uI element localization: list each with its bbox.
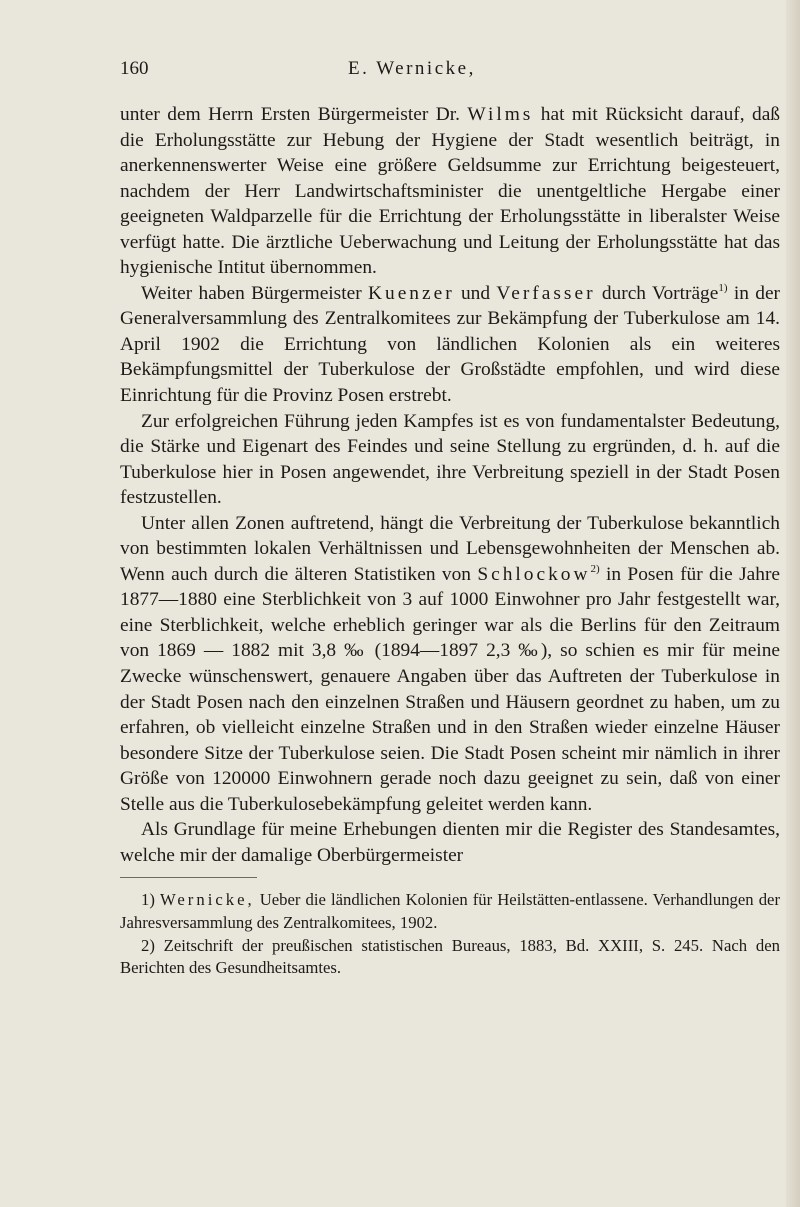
text-run: in der Generalversammlung des Zentralkomitees zur Bekämpfung der Tuberkulose am 14. April 1902 die Errichtung von ländlichen Kolonien als ein weiteres Bekämpfungsmittel der Tuberkulose der Großstädte empfohlen, und wird diese Einrichtung für die Provinz Posen erstrebt. [120, 282, 781, 407]
footnote-text: Zeitschrift der preußischen statistischen Bureaus, 1883, Bd. XXIII, S. 245. Nach den Berichten des Gesundheitsamtes. [120, 935, 780, 978]
page-number: 160 [120, 58, 149, 79]
footnote-1 [120, 889, 780, 934]
footnote-ref-2[interactable]: 2) [590, 562, 600, 575]
body-text [120, 102, 780, 868]
paragraph-5: Als Grundlage für meine Erhebungen dienten mir die Register des Standesamtes, welche mir der damalige Oberbürgermeister [120, 819, 780, 866]
text-run: hat mit Rücksicht darauf, daß die Erholungsstätte zur Hebung der Hygiene der Stadt wesentlich beiträgt, in anerkennenswerter Weise eine größere Geldsumme zur Errichtung beigesteuert, nachdem der Herr Landwirtschaftsminister die unentgeltliche Hergabe einer geeigneten Waldparzelle für die Errichtung der Erholungsstätte in liberalster Weise verfügt hatte. Die ärztliche Ueberwachung und Leitung der Erholungsstätte hat das hygienische Intitut übernommen. [120, 104, 781, 279]
footnote-author: Wernicke, [159, 890, 255, 910]
footnotes [120, 889, 780, 979]
running-head [120, 50, 780, 84]
text-run: und [454, 282, 497, 304]
person-name-verfasser: Verfasser [496, 282, 596, 304]
text-run: Unter allen Zonen auftretend, hängt die Verbreitung der Tuberkulose bekanntlich von bestimmten lokalen Verhältnissen und Lebensgewohnheiten der Menschen ab. Wenn auch durch die älteren Statistiken von [120, 512, 780, 585]
book-page [120, 50, 780, 980]
paragraph-3: Zur erfolgreichen Führung jeden Kampfes ist es von fundamentalster Bedeutung, die Stärke und Eigenart des Feindes und seine Stellung zu ergründen, d. h. auf die Tuberkulose hier in Posen angewendet, ihre Verbreitung speziell in der Stadt Posen festzustellen. [120, 410, 780, 509]
footnote-2 [120, 935, 780, 980]
paragraph-1 [120, 102, 780, 281]
text-run: Weiter haben Bürgermeister [141, 282, 368, 304]
header-author: E. Wernicke, [348, 58, 476, 79]
text-run: durch Vorträge [595, 282, 719, 304]
footnote-ref-1[interactable]: 1) [718, 281, 728, 294]
footnote-number: 2) [141, 935, 155, 955]
footnote-text: Ueber die ländlichen Kolonien für Heilstätten-entlassene. Verhandlungen der Jahresversammlung des Zentralkomitees, 1902. [120, 890, 780, 932]
person-name-kuenzer: Kuenzer [368, 282, 455, 304]
paragraph-2 [120, 281, 780, 409]
text-run: unter dem Herrn Ersten Bürgermeister Dr. [120, 104, 468, 125]
person-name-schlockow: Schlockow [477, 563, 591, 585]
text-run: in Posen für die Jahre 1877—1880 eine Sterblichkeit von 3 auf 1000 Einwohner pro Jahr festgestellt war, eine Sterblichkeit, welche erheblich geringer war als die Berlins für den Zeitraum von 1869 — 1882 mit 3,8 ‰ (1894—1897 2,3 ‰), so schien es mir für meine Zwecke wünschenswert, genauere Angaben über das Auftreten der Tuberkulose in der Stadt Posen nach den einzelnen Straßen und Häusern geordnet zu haben, um zu erfahren, ob vielleicht einzelne Straßen und in den Straßen wieder einzelne Häuser besondere Sitze der Tuberkulose seien. Die Stadt Posen scheint mir nämlich in ihrer Größe von 120000 Einwohnern gerade noch dazu geeignet zu sein, daß von einer Stelle aus die Tuberkulosebekämpfung geleitet werden kann. [120, 563, 781, 815]
person-name-wilms: Wilms [467, 104, 534, 125]
paragraph-4 [120, 511, 780, 818]
footnote-separator [120, 877, 257, 878]
page-edge-shadow [786, 0, 800, 1207]
footnote-number: 1) [141, 890, 155, 910]
